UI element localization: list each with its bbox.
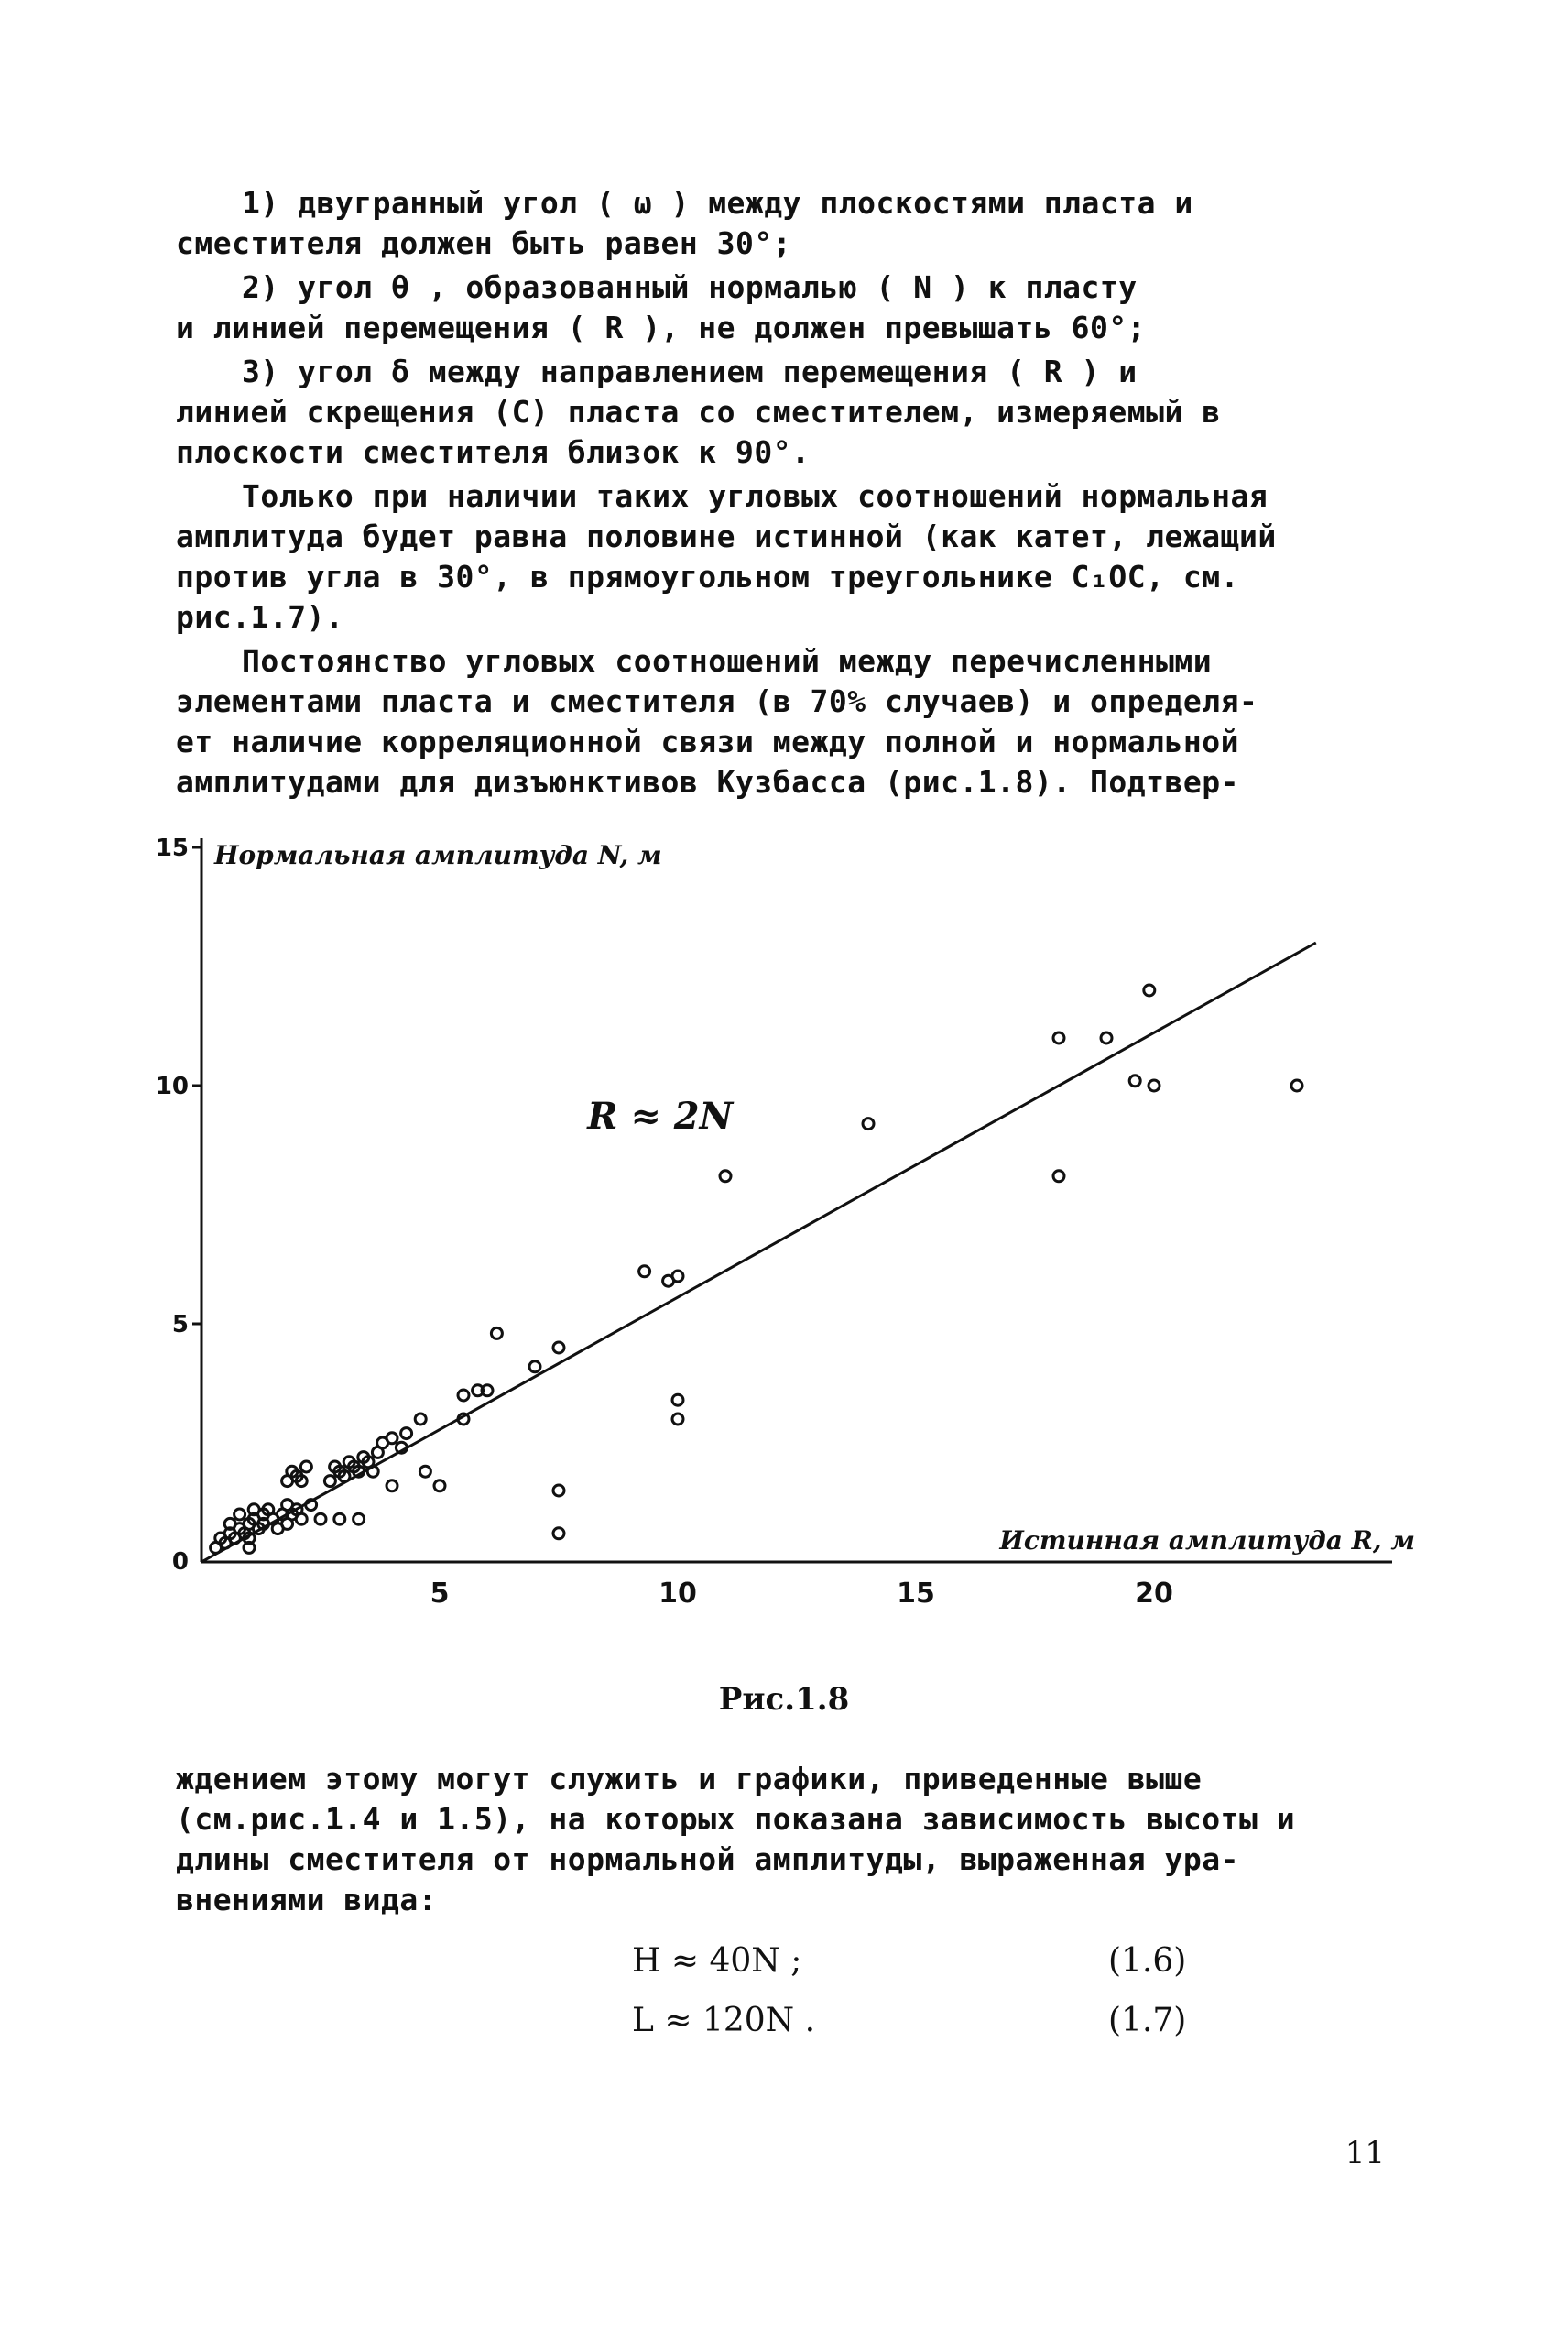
data-point	[300, 1461, 311, 1472]
text-line: рис.1.7).	[176, 599, 344, 635]
intro-text	[176, 183, 1421, 806]
equation-1-7: L ≈ 120N .	[632, 2002, 816, 2039]
text-line: амплитудами для дизъюнктивов Кузбасса (рис.1.8). Подтвер-	[176, 764, 1239, 800]
item-2	[176, 268, 1421, 348]
data-point	[354, 1513, 365, 1524]
text-line: сместителя должен быть равен 30°;	[176, 225, 792, 261]
text-line: длины сместителя от нормальной амплитуды, выраженная ура-	[176, 1841, 1239, 1877]
data-point	[296, 1513, 307, 1524]
data-point	[553, 1528, 564, 1539]
data-point	[863, 1119, 874, 1130]
x-tick-label: 5	[430, 1578, 450, 1610]
x-tick-label: 15	[897, 1578, 935, 1610]
paragraph-correlation	[176, 641, 1421, 803]
equation-number-1-7: (1.7)	[1108, 2002, 1187, 2039]
data-points	[211, 985, 1302, 1553]
y-axis-title: Нормальная амплитуда N, м	[214, 840, 662, 870]
origin-label: 0	[171, 1548, 189, 1576]
data-point	[434, 1480, 445, 1491]
equation-1-6: H ≈ 40N ;	[632, 1942, 802, 1980]
data-point	[491, 1327, 502, 1338]
data-point	[1144, 985, 1155, 996]
paragraph-angles	[176, 476, 1421, 638]
equation-number-1-6: (1.6)	[1108, 1942, 1187, 1980]
text-line: Только при наличии таких угловых соотношений нормальная	[242, 478, 1269, 514]
text-line: 3) угол δ между направлением перемещения ( R ) и	[242, 354, 1138, 389]
x-tick-label: 10	[659, 1578, 697, 1610]
data-point	[553, 1342, 564, 1353]
text-line: элементами пласта и сместителя (в 70% случаев) и определя-	[176, 683, 1258, 719]
after-text	[176, 1759, 1421, 1924]
data-point	[401, 1428, 412, 1439]
y-tick-label: 15	[155, 835, 189, 862]
item-1	[176, 183, 1421, 264]
text-line: линией скрещения (С) пласта со сместителем, измеряемый в	[176, 394, 1221, 430]
data-point	[387, 1480, 397, 1491]
data-point	[672, 1394, 683, 1405]
relation-annotation: R ≈ 2N	[587, 1094, 734, 1138]
item-3	[176, 352, 1421, 473]
data-point	[1129, 1076, 1140, 1087]
data-point	[1053, 1171, 1064, 1182]
text-line: 2) угол θ , образованный нормалью ( N ) к пласту	[242, 269, 1138, 305]
data-point	[315, 1513, 326, 1524]
text-line: против угла в 30°, в прямоугольном треугольнике С₁ОС, см.	[176, 559, 1239, 595]
data-point	[529, 1361, 540, 1372]
text-line: 1) двугранный угол ( ω ) между плоскостями пласта и	[242, 185, 1193, 221]
x-ticks	[430, 1578, 1173, 1610]
data-point	[415, 1414, 426, 1425]
figure-caption: Рис.1.8	[718, 1681, 850, 1718]
figure-1-8	[137, 834, 1420, 1640]
text-line: плоскости сместителя близок к 90°.	[176, 434, 811, 470]
data-point	[1149, 1080, 1160, 1091]
data-point	[1291, 1080, 1302, 1091]
data-point	[419, 1466, 430, 1477]
paragraph-after	[176, 1759, 1421, 1920]
text-line: и линией перемещения ( R ), не должен превышать 60°;	[176, 310, 1147, 345]
page-number: 11	[1345, 2135, 1385, 2171]
data-point	[672, 1414, 683, 1425]
scatter-chart	[137, 834, 1420, 1640]
data-point	[1101, 1032, 1112, 1043]
data-point	[672, 1271, 683, 1282]
data-point	[324, 1476, 335, 1487]
y-tick-label: 5	[171, 1311, 189, 1338]
data-point	[720, 1171, 731, 1182]
data-point	[1053, 1032, 1064, 1043]
data-point	[387, 1433, 397, 1444]
y-ticks	[156, 835, 201, 1338]
data-point	[553, 1485, 564, 1496]
text-line: амплитуда будет равна половине истинной (как катет, лежащий	[176, 519, 1277, 554]
data-point	[639, 1266, 650, 1277]
data-point	[234, 1509, 245, 1520]
text-line: ждением этому могут служить и графики, приведенные выше	[176, 1761, 1203, 1796]
text-line: Постоянство угловых соотношений между перечисленными	[242, 643, 1213, 679]
text-line: внениями вида:	[176, 1882, 438, 1917]
x-axis-title: Истинная амплитуда R, м	[999, 1525, 1415, 1556]
x-tick-label: 20	[1135, 1578, 1173, 1610]
y-tick-label: 10	[155, 1073, 189, 1100]
data-point	[458, 1390, 469, 1401]
text-line: (см.рис.1.4 и 1.5), на которых показана зависимость высоты и	[176, 1801, 1296, 1837]
data-point	[334, 1513, 345, 1524]
text-line: ет наличие корреляционной связи между полной и нормальной	[176, 724, 1239, 759]
